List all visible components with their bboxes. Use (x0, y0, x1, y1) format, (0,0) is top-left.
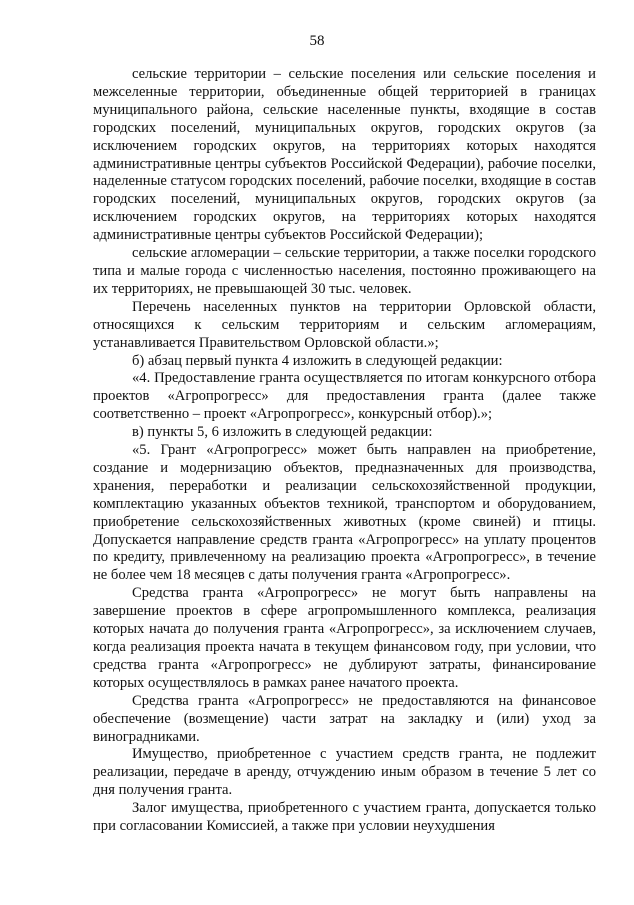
paragraph-property-restrictions: Имущество, приобретенное с участием средств гранта, не подлежит реализации, передаче в аренду, отчуждению иным образом в течение 5 лет со дня получения гранта. (93, 746, 596, 799)
paragraph-rural-territories-definition: сельские территории – сельские поселения или сельские поселения и межселенные территории, объединенные общей территорией в границах муниципального района, сельские населенные пункты, входящие в состав городских поселений, муниципальных округов, городских округов (за исключением городских округов, на территориях которых находятся административные центры субъектов Российской Федерации), рабочие поселки, наделенные статусом городских поселений, рабочие поселки, входящие в состав городских поселений, муниципальных округов, городских округов (за исключением городских округов, на территориях которых находятся административные центры субъектов Российской Федерации); (93, 66, 596, 244)
paragraph-clause-5: «5. Грант «Агропрогресс» может быть направлен на приобретение, создание и модернизацию объектов, предназначенных для производства, хранения, переработки и реализации сельскохозяйственной продукции, комплектацию указанных объектов техникой, транспортом и оборудованием, приобретение сельскохозяйственных животных (кроме свиней) и птицы. Допускается направление средств гранта «Агропрогресс» на уплату процентов по кредиту, привлеченному на реализацию проекта «Агропрогресс», в течение не более чем 18 месяцев с даты получения гранта «Агропрогресс». (93, 442, 596, 584)
paragraph-clause-4: «4. Предоставление гранта осуществляется по итогам конкурсного отбора проектов «Агропрогресс» для предоставления гранта (далее также соответственно – проект «Агропрогресс», конкурсный отбор).»; (93, 370, 596, 423)
paragraph-amendment-v: в) пункты 5, 6 изложить в следующей редакции: (132, 424, 433, 441)
paragraph-grant-restrictions: Средства гранта «Агропрогресс» не могут быть направлены на завершение проектов в сфере агропромышленного комплекса, реализация которых начата до получения гранта «Агропрогресс», за исключением случаев, когда реализация проекта начата в текущем финансовом году, при условии, что средства гранта «Агропрогресс» не дублируют затраты, финансирование которых осуществлялось в рамках ранее начатого проекта. (93, 585, 596, 691)
paragraph-pledge: Залог имущества, приобретенного с участием гранта, допускается только при согласовании Комиссией, а также при условии неухудшения (93, 800, 596, 835)
paragraph-rural-agglomerations-definition: сельские агломерации – сельские территории, а также поселки городского типа и малые города с численностью населения, постоянно проживающего на их территориях, не превышающей 30 тыс. человек. (93, 245, 596, 297)
page-number: 58 (309, 33, 325, 49)
paragraph-amendment-b: б) абзац первый пункта 4 изложить в следующей редакции: (132, 352, 503, 369)
paragraph-settlements-list: Перечень населенных пунктов на территории Орловской области, относящихся к сельским территориям и сельским агломерациям, устанавливается Правительством Орловской области.»; (93, 298, 596, 351)
document-body (93, 66, 596, 836)
paragraph-vineyards: Средства гранта «Агропрогресс» не предоставляются на финансовое обеспечение (возмещение) части затрат на закладку и (или) уход за виноградниками. (93, 692, 596, 745)
